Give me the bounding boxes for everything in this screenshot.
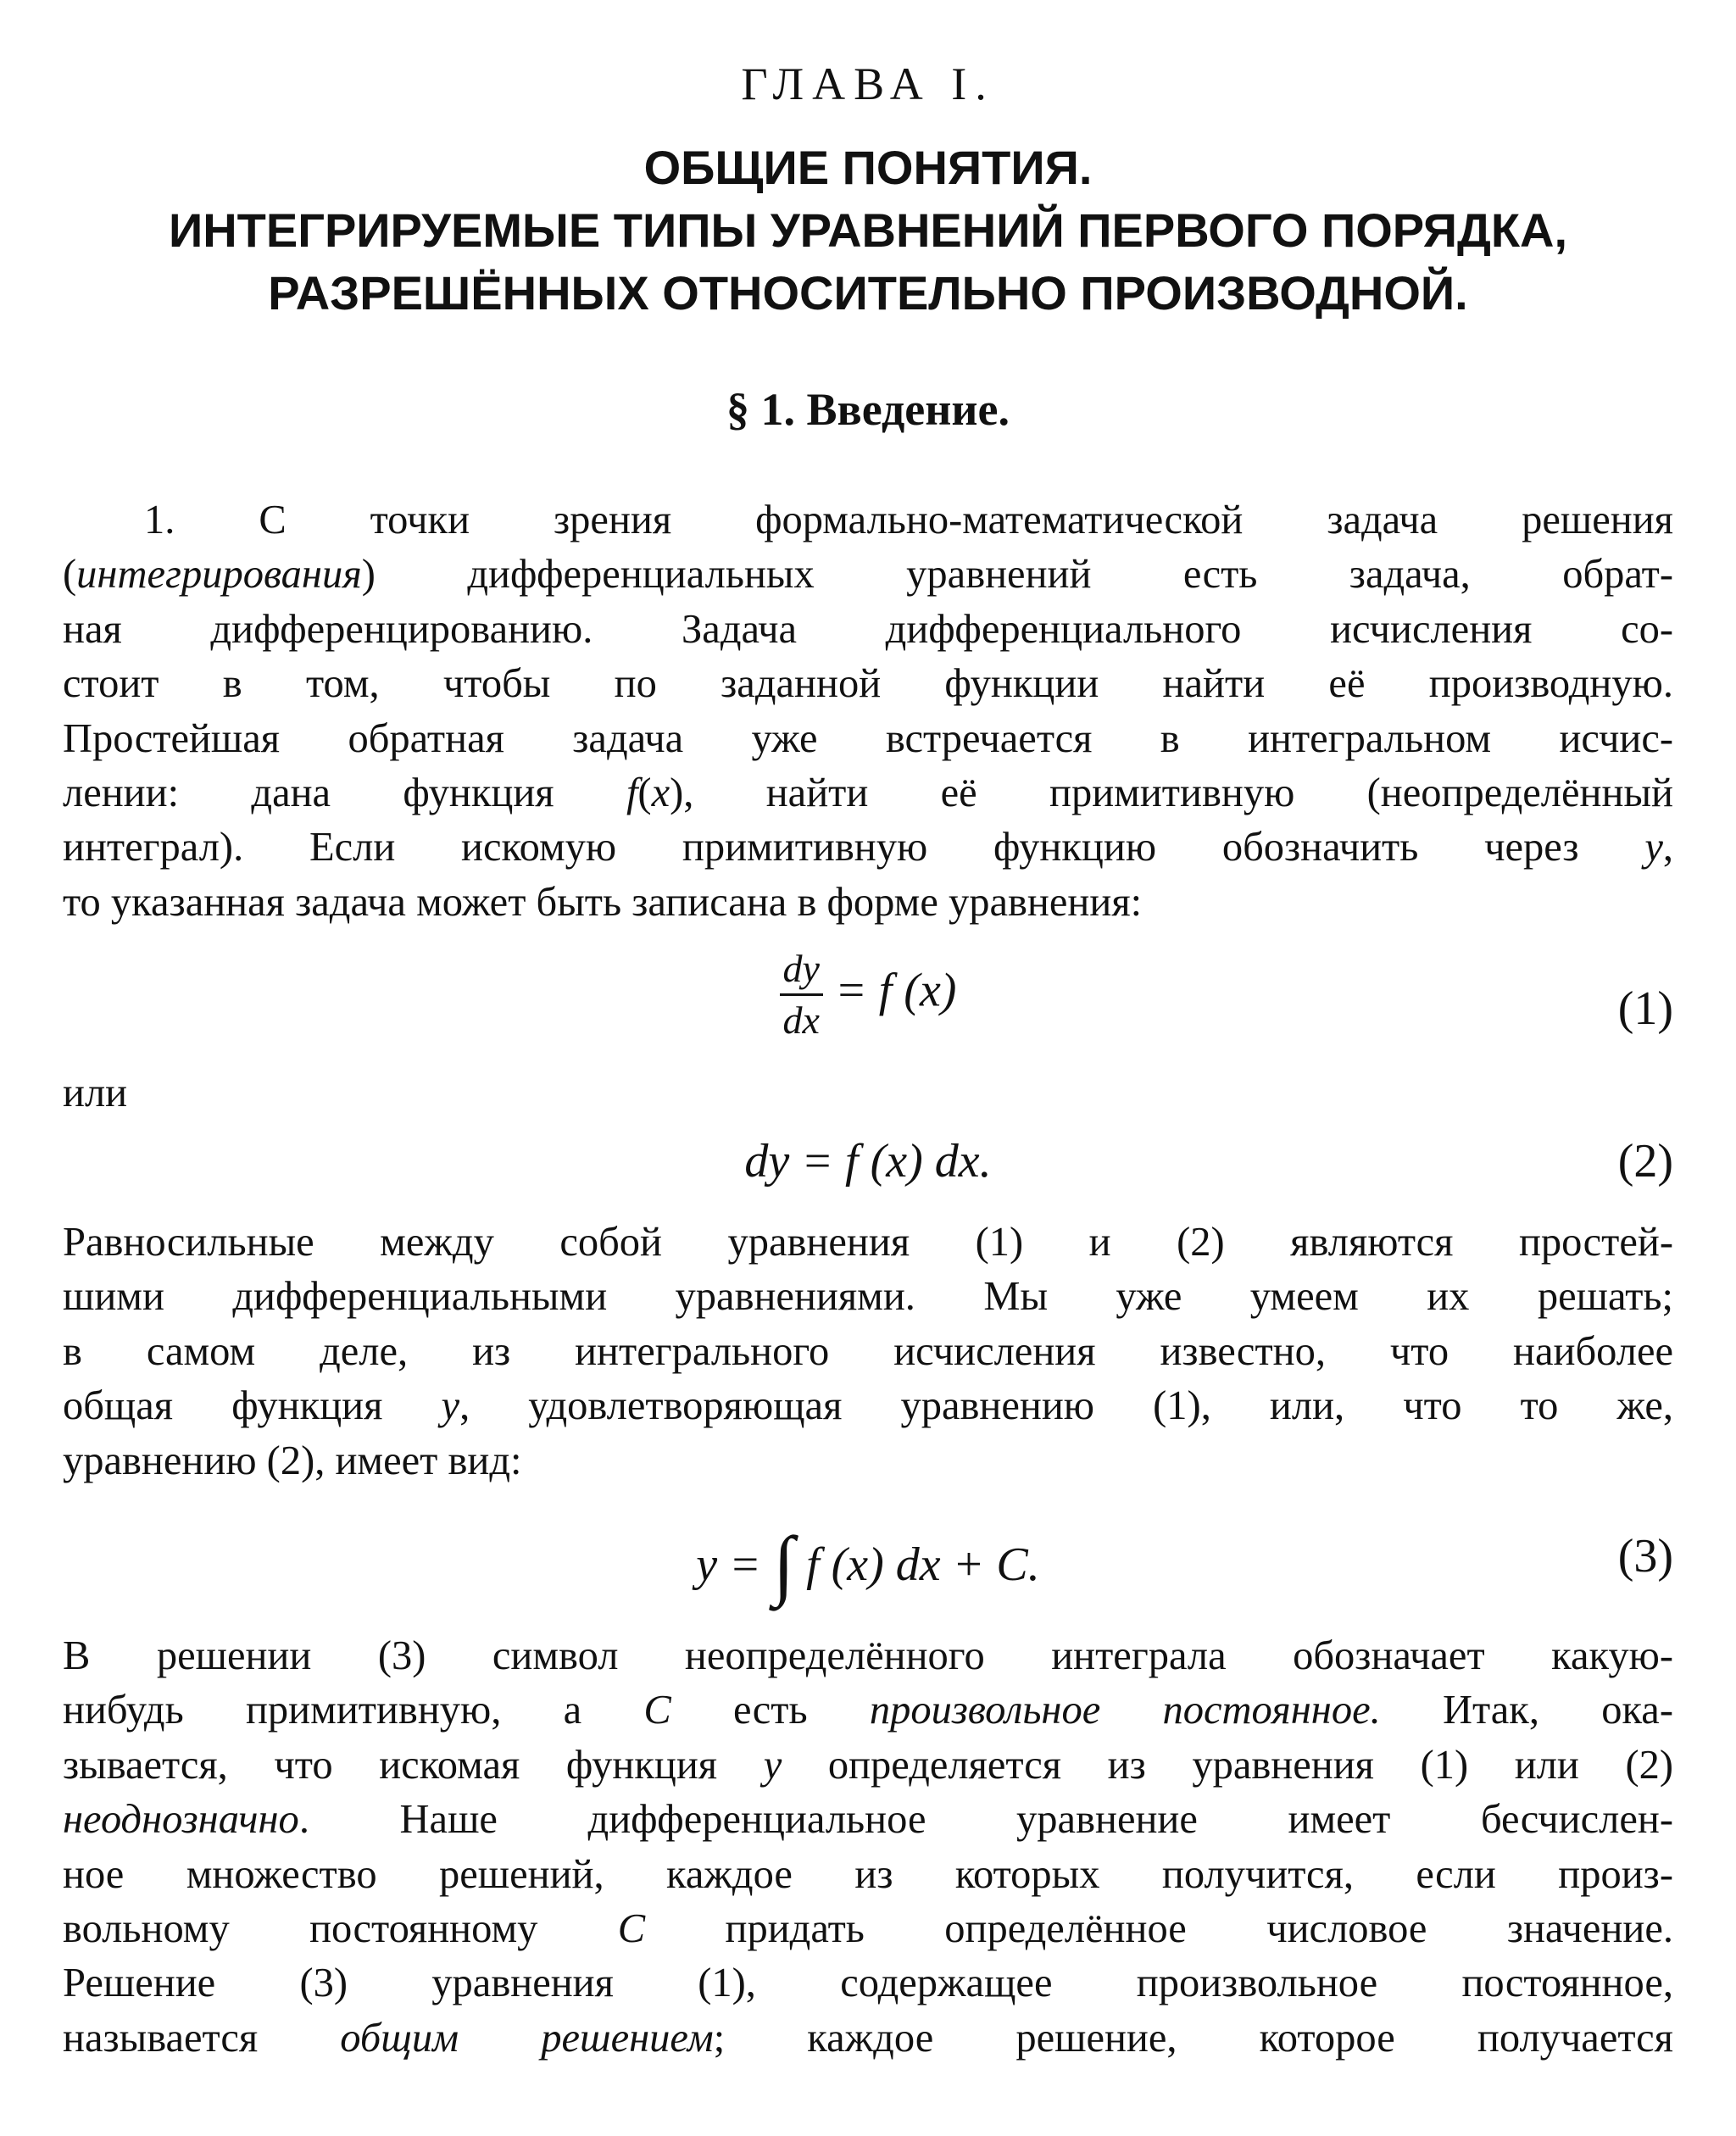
text-span: вольному постоянному: [63, 1905, 618, 1951]
equation-number: (3): [1617, 1530, 1673, 1583]
chapter-heading: ГЛАВА I.: [741, 58, 995, 109]
integral-sign: ∫: [772, 1521, 795, 1607]
text-line: 1. С точки зрения формально-математической задача решения: [144, 498, 1673, 542]
paragraph-1: [63, 493, 1673, 930]
math-symbol: y: [441, 1383, 460, 1429]
equation-body: [63, 949, 1673, 1040]
text-line: [63, 766, 1673, 820]
paragraph-3: [63, 1629, 1673, 2066]
section-heading: § 1. Введение.: [726, 384, 1010, 435]
text-line: [63, 820, 1673, 875]
text-span: общая функция: [63, 1383, 442, 1429]
text-line: [63, 2011, 1673, 2066]
equation-3: [63, 1510, 1673, 1607]
text-line: Простейшая обратная задача уже встречается в интегральном исчис-: [63, 715, 1673, 761]
fraction-denominator: dx: [782, 998, 820, 1042]
text-span: (: [637, 770, 652, 815]
math-symbol: C: [617, 1905, 646, 1951]
equation-rhs: f (x) dx + C.: [806, 1538, 1040, 1591]
italic-term: общим решением: [340, 2015, 714, 2061]
italic-term: неоднозначно: [63, 1797, 299, 1843]
equation-body: [63, 1519, 1673, 1609]
connector-word: или: [63, 1071, 128, 1115]
text-span: , удовлетворяющая уравнению (1), или, что то же,: [459, 1383, 1674, 1429]
text-span: нибудь примитивную, а: [63, 1688, 644, 1733]
equation-rhs: = f (x): [834, 964, 957, 1017]
text-span: ,: [1662, 825, 1673, 871]
text-line: шими дифференциальными уравнениями. Мы уже умеем их решать;: [63, 1274, 1673, 1320]
chapter-title-line-2: ИНТЕГРИРУЕМЫЕ ТИПЫ УРАВНЕНИЙ ПЕРВОГО ПОРЯДКА,: [168, 203, 1568, 257]
math-symbol: C: [643, 1688, 671, 1733]
text-span: зывается, что искомая функция: [63, 1742, 764, 1788]
math-symbol: y: [763, 1742, 782, 1788]
text-line: стоит в том, чтобы по заданной функции найти её производную.: [63, 661, 1673, 707]
text-span: лении: дана функция: [63, 770, 626, 815]
text-line: ное множество решений, каждое из которых получится, если произ-: [63, 1851, 1673, 1897]
italic-term: интегрирования: [76, 552, 362, 598]
math-symbol: y: [1644, 825, 1663, 871]
italic-term: произвольное постоянное.: [869, 1688, 1381, 1733]
text-span: ) дифференциальных уравнений есть задача, обрат-: [361, 552, 1673, 598]
text-line: уравнению (2), имеет вид:: [63, 1438, 522, 1483]
text-span: определяется из уравнения (1) или (2): [782, 1742, 1674, 1788]
text-span: есть: [670, 1688, 870, 1733]
text-span: (: [63, 552, 77, 598]
text-span: называется: [63, 2015, 341, 2061]
text-line: то указанная задача может быть записана в форме уравнения:: [63, 879, 1143, 925]
equation-2: [63, 1119, 1673, 1212]
math-symbol: f: [626, 770, 638, 815]
equation-lhs: y =: [696, 1538, 761, 1591]
text-span: ), найти её примитивную (неопределённый: [670, 770, 1673, 815]
equation-number: (2): [1617, 1135, 1673, 1188]
text-line: [63, 1902, 1673, 1956]
fraction-numerator: dy: [780, 949, 823, 996]
text-line: Решение (3) уравнения (1), содержащее произвольное постоянное,: [63, 1961, 1673, 2006]
math-symbol: x: [651, 770, 670, 815]
equation-number: (1): [1617, 982, 1673, 1035]
text-span: придать определённое числовое значение.: [645, 1905, 1674, 1951]
text-line: [63, 1793, 1673, 1847]
text-line: [63, 1379, 1673, 1433]
text-span: . Наше дифференциальное уравнение имеет бесчислен-: [298, 1797, 1673, 1843]
text-span: интеграл). Если искомую примитивную функцию обозначить через: [63, 825, 1645, 871]
text-line: в самом деле, из интегрального исчисления известно, что наиболее: [63, 1328, 1673, 1374]
paragraph-2: [63, 1215, 1673, 1488]
text-span: ; каждое решение, которое получается: [713, 2015, 1673, 2061]
text-line: [63, 548, 1673, 602]
fraction: [780, 949, 823, 1040]
text-line: В решении (3) символ неопределённого интеграла обозначает какую-: [63, 1633, 1673, 1678]
text-span: Итак, ока-: [1380, 1688, 1673, 1733]
text-line: ная дифференцированию. Задача дифференциального исчисления со-: [63, 606, 1673, 652]
text-line: [63, 1738, 1673, 1793]
equation-body: dy = f (x) dx.: [744, 1135, 992, 1188]
equation-1: [63, 949, 1673, 1043]
text-line: [63, 1683, 1673, 1738]
chapter-title-line-3: РАЗРЕШЁННЫХ ОТНОСИТЕЛЬНО ПРОИЗВОДНОЙ.: [268, 266, 1468, 320]
text-line: Равносильные между собой уравнения (1) и (2) являются простей-: [63, 1220, 1673, 1265]
chapter-title-line-1: ОБЩИЕ ПОНЯТИЯ.: [643, 141, 1093, 194]
